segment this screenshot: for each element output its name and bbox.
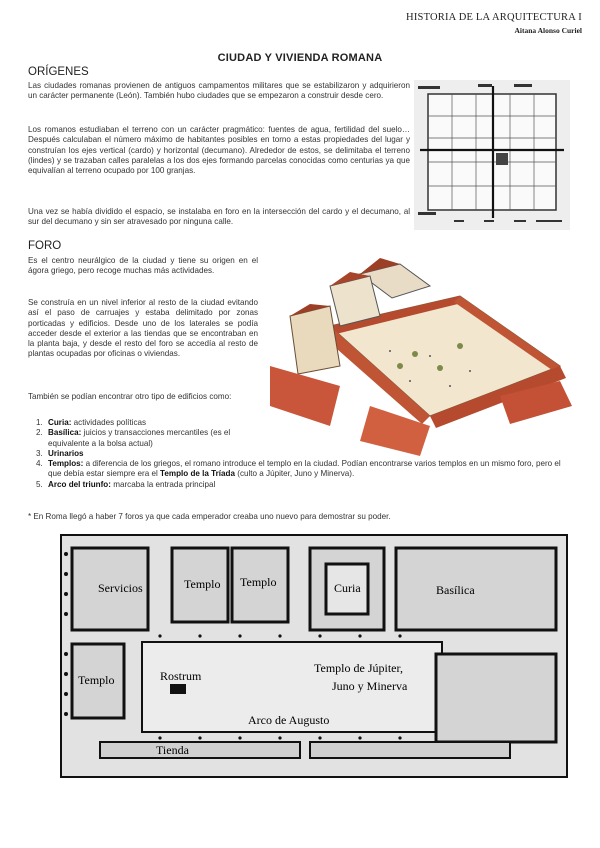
origenes-paragraph-2: Los romanos estudiaban el terreno con un carácter pragmático: fuentes de agua, fertilidad del suelo… Después calculaban el número máximo de habitantes posibles en torno a estas propiedades del lugar y construían los ejes vertical (cardo) y horizontal (decumano). Alrededor de estos, se delimitaba el terreno (lindes) y se trazaban calles paralelas a los dos ejes formando parcelas conocidas como centurias ya que equivalían al terreno ocupado por 100 granjas.	[28, 125, 410, 176]
plan-label-tienda: Tienda	[156, 743, 189, 757]
plan-label-basilica: Basílica	[436, 583, 475, 597]
building-types-list	[28, 418, 568, 490]
foro-paragraph-2: Se construía en un nivel inferior al resto de la ciudad evitando así el paso de carruajes y estaba delimitado por zonas porticadas y edificios. Desde uno de los laterales se podía acceder desde el exterior a las tiendas que se encontraban en la planta baja, y desde el resto del foro se accedía al resto de plantas ocupadas por oficinas o viviendas.	[28, 298, 258, 359]
list-item: 1. Curia: actividades políticas	[36, 418, 147, 427]
page-header	[406, 12, 582, 35]
forum-floor-plan	[60, 534, 568, 778]
plan-label-jupiter-2: Juno y Minerva	[332, 679, 408, 693]
origenes-paragraph-3: Una vez se había dividido el espacio, se instalaba en foro en la intersección del cardo y el decumano, al sur del decumano y sin ser atravesado por ninguna calle.	[28, 207, 410, 227]
roman-city-plan-image	[414, 80, 570, 230]
origenes-paragraph-1: Las ciudades romanas provienen de antiguos campamentos militares que se estabilizaron y adquirieron un carácter permanente (León). También hubo ciudades que se empezaron a construir desde cero.	[28, 81, 410, 101]
plan-label-templo-2: Templo	[240, 575, 277, 589]
plan-label-rostrum: Rostrum	[160, 669, 202, 683]
section-heading-foro: FORO	[28, 240, 62, 252]
plan-label-templo-1: Templo	[184, 577, 221, 591]
foro-paragraph-1: Es el centro neurálgico de la ciudad y tiene su origen en el ágora griego, pero recoge muchas más actividades.	[28, 256, 258, 276]
list-item: 3. Urinarios	[36, 448, 84, 458]
foro-paragraph-3: También se podían encontrar otro tipo de edificios como:	[28, 392, 232, 401]
footnote: * En Roma llegó a haber 7 foros ya que cada emperador creaba uno nuevo para demostrar su poder.	[28, 512, 391, 521]
document-title: CIUDAD Y VIVIENDA ROMANA	[217, 52, 383, 64]
plan-label-arco: Arco de Augusto	[248, 713, 330, 727]
plan-label-curia: Curia	[334, 581, 361, 595]
plan-label-templo-3: Templo	[78, 673, 115, 687]
plan-label-servicios: Servicios	[98, 581, 143, 595]
course-title: HISTORIA DE LA ARQUITECTURA I	[406, 12, 582, 23]
list-item: 4. Templos: a diferencia de los griegos, el romano introduce el templo en la ciudad. Podían encontrarse varios templos en un mismo foro, pero el que debía estar siempre era el Templo de la Tríada (culto a Júpiter, Juno y Minerva).	[36, 459, 561, 479]
list-item: 5. Arco del triunfo: marcaba la entrada principal	[36, 479, 216, 489]
section-heading-origenes: ORÍGENES	[28, 66, 89, 78]
author-name: Aitana Alonso Curiel	[514, 26, 582, 35]
plan-label-jupiter-1: Templo de Júpiter,	[314, 661, 403, 675]
list-item: 2. Basílica: juicios y transacciones mercantiles (es el equivalente a la bolsa actual)	[36, 428, 231, 448]
